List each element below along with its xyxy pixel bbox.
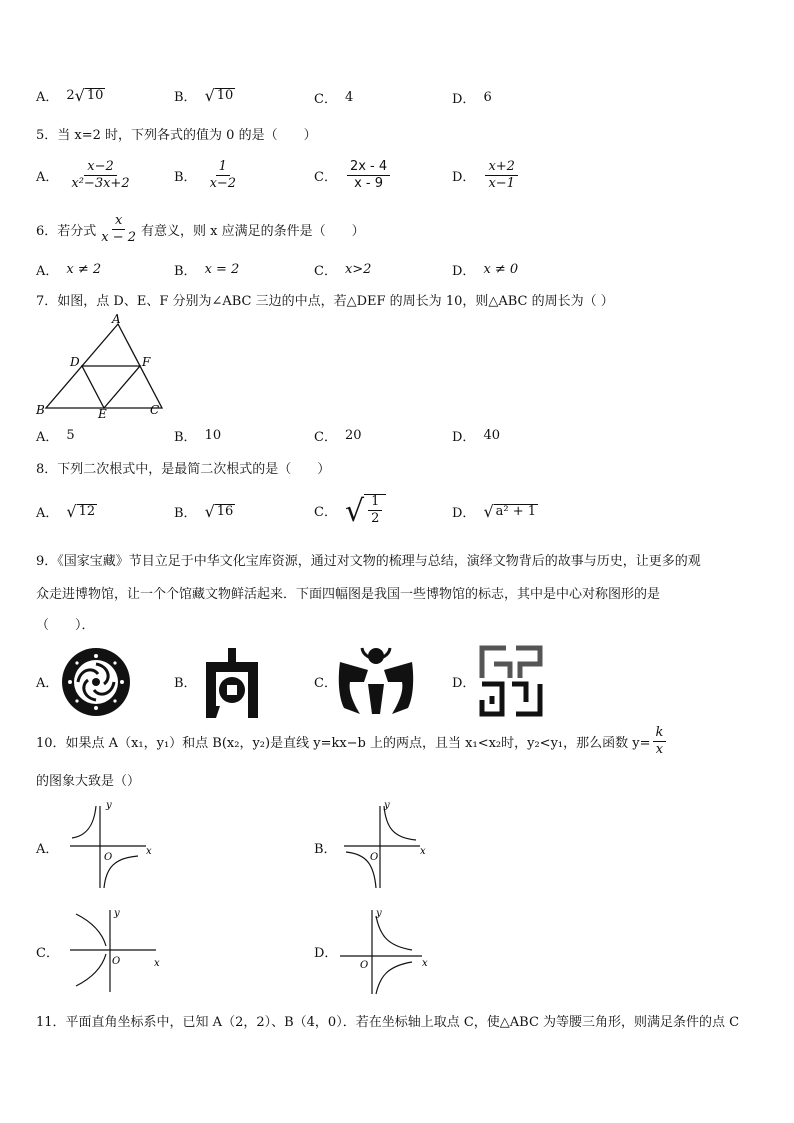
- sqrt-expression: √ $\frac{1}{2}$: [345, 494, 386, 527]
- sqrt-expression: √ 10: [204, 85, 234, 105]
- option-label: C．: [314, 92, 337, 107]
- q11-stem: 11．平面直角坐标系中，已知 A（2，2）、B（4，0）．若在坐标轴上取点 C，使△ABC 为等腰三角形，则满足条件的点 C: [36, 1015, 740, 1030]
- stem-prefix: 10．如果点 A（x₁，y₁）和点 B(x₂，y₂)是直线 y=kx−b 上的两点，且当 x₁<x₂时，y₂<y₁，那么函数 y=: [36, 736, 651, 752]
- q8-stem: 8．下列二次根式中，是最简二次根式的是（ ）: [36, 462, 331, 477]
- graph-d: [336, 902, 436, 996]
- denominator: x²−3x+2: [71, 176, 130, 192]
- option-label: B．: [174, 170, 197, 186]
- option-label: A．: [36, 264, 59, 279]
- option-label: C．: [314, 170, 337, 186]
- origin-label: O: [360, 960, 369, 971]
- denominator: x − 2: [101, 230, 137, 246]
- q10-option-c-label: C．: [36, 946, 59, 961]
- museum-logo-b: [200, 646, 264, 718]
- label-c: C: [150, 403, 160, 417]
- coefficient: 2: [66, 88, 75, 103]
- x-axis-label: x: [422, 958, 428, 969]
- numerator: 2x - 4: [347, 160, 390, 176]
- y-axis-label: y: [106, 800, 112, 811]
- q9-line-2: 众走进博物馆，让一个个馆藏文物鲜活起来．下面四幅图是我国一些博物馆的标志，其中是中心对称图形的是: [36, 587, 661, 602]
- radicand: a² + 1: [495, 503, 537, 519]
- q6-option-a: [36, 260, 101, 279]
- option-label: B．: [174, 264, 197, 279]
- option-label: B．: [174, 430, 197, 445]
- label-f: F: [142, 355, 151, 369]
- sqrt-expression: √ 16: [204, 501, 234, 521]
- denominator: x: [655, 742, 664, 758]
- y-axis-label: y: [384, 800, 390, 811]
- graph-c: [66, 902, 166, 996]
- option-value: x>2: [344, 262, 372, 277]
- denominator: x−2: [209, 176, 237, 192]
- q8-option-b: [174, 502, 235, 521]
- q4-option-a: [36, 86, 105, 105]
- fraction: [347, 160, 390, 192]
- option-label: C．: [314, 430, 337, 445]
- origin-label: O: [370, 852, 379, 863]
- denominator: x - 9: [354, 176, 384, 192]
- triangle-def: [82, 366, 140, 408]
- q7-option-a: [36, 426, 75, 445]
- option-label: A．: [36, 430, 59, 445]
- stem-prefix: 6．若分式: [36, 224, 97, 240]
- option-label: C．: [314, 264, 337, 279]
- numerator: k: [653, 726, 667, 742]
- q4-option-d: [452, 88, 492, 107]
- option-value: 20: [344, 428, 362, 443]
- q10-option-d-label: D．: [314, 946, 338, 961]
- q8-option-c: [314, 494, 386, 527]
- hyperbola-branch-lower-left: [76, 954, 106, 986]
- option-value: 4: [344, 90, 354, 105]
- option-label: C．: [314, 504, 337, 520]
- radicand: 10: [216, 87, 234, 103]
- hyperbola-branch-upper-right: [376, 916, 412, 950]
- option-label: D．: [452, 170, 476, 186]
- origin-label: O: [112, 956, 121, 967]
- q6-stem: [36, 214, 365, 246]
- q5-option-b: [174, 160, 241, 192]
- y-axis-label: y: [114, 908, 120, 919]
- q8-option-d: [452, 502, 538, 521]
- q9-line-3: （ ）．: [36, 618, 95, 633]
- q7-option-d: [452, 426, 500, 445]
- option-label: A．: [36, 90, 59, 105]
- radicand: 10: [86, 87, 104, 103]
- q9-option-a-label: A．: [36, 676, 59, 691]
- radicand: 12: [78, 503, 96, 519]
- q5-option-a: [36, 160, 135, 192]
- option-label: D．: [452, 264, 476, 279]
- option-label: D．: [452, 506, 476, 521]
- numerator: x: [112, 214, 125, 230]
- q10-stem-line-2: 的图象大致是（）: [36, 774, 141, 789]
- q5-option-c: [314, 160, 392, 192]
- q5-stem: 5．当 x=2 时，下列各式的值为 0 的是（ ）: [36, 128, 317, 143]
- option-value: x ≠ 0: [483, 262, 519, 277]
- hyperbola-branch-upper-left: [76, 914, 106, 946]
- q9-option-d-label: D．: [452, 676, 476, 691]
- label-b: B: [36, 403, 45, 417]
- q10-option-b-label: B．: [314, 842, 337, 857]
- museum-logo-a: [60, 646, 132, 718]
- y-axis-label: y: [376, 908, 382, 919]
- numerator: x−2: [84, 160, 117, 176]
- q8-option-a: [36, 502, 97, 521]
- graph-a: [66, 798, 166, 892]
- option-label: D．: [452, 92, 476, 107]
- q6-option-d: [452, 260, 518, 279]
- fraction: [207, 160, 240, 192]
- fraction: [68, 160, 132, 192]
- q10-stem: [36, 726, 668, 758]
- denominator: 2: [371, 511, 380, 527]
- x-axis-label: x: [154, 958, 160, 969]
- x-axis-label: x: [420, 846, 426, 857]
- fraction: [653, 726, 667, 758]
- fraction: [368, 495, 382, 527]
- q4-option-b: [174, 86, 235, 105]
- q7-option-c: [314, 426, 362, 445]
- q9-option-b-label: B．: [174, 676, 197, 691]
- x-axis-label: x: [146, 846, 152, 857]
- stem-suffix: 有意义，则 x 应满足的条件是（ ）: [141, 224, 365, 240]
- option-label: D．: [452, 430, 476, 445]
- option-label: B．: [174, 506, 197, 521]
- option-value: x = 2: [204, 262, 240, 277]
- q5-option-d: [452, 160, 520, 192]
- q4-option-c: [314, 88, 353, 107]
- radicand: [364, 494, 386, 527]
- option-value: x ≠ 2: [66, 262, 102, 277]
- numerator: 1: [216, 160, 230, 176]
- graph-b: [340, 798, 440, 892]
- hyperbola-branch-lower-right: [376, 962, 412, 994]
- hyperbola-branch-upper-left: [72, 806, 96, 838]
- label-a: A: [112, 312, 121, 326]
- q7-option-b: [174, 426, 221, 445]
- sqrt-expression: √ 10: [74, 85, 104, 105]
- numerator: 1: [368, 495, 382, 511]
- q6-option-b: [174, 260, 239, 279]
- q7-stem: 7．如图，点 D、E、F 分别为∠ABC 三边的中点，若△DEF 的周长为 10，则△ABC 的周长为（ ）: [36, 294, 614, 309]
- numerator: x+2: [485, 160, 518, 176]
- option-label: A．: [36, 506, 59, 521]
- fraction: [485, 160, 518, 192]
- option-value: 6: [483, 90, 492, 105]
- museum-logo-c: [338, 644, 414, 716]
- sqrt-expression: √ a² + 1: [483, 501, 537, 521]
- origin-label: O: [104, 852, 113, 863]
- denominator: x−1: [488, 176, 515, 192]
- option-label: B．: [174, 90, 197, 105]
- sqrt-expression: √ 12: [66, 501, 96, 521]
- museum-logo-d: [476, 644, 546, 718]
- label-d: D: [70, 355, 80, 369]
- label-e: E: [98, 407, 107, 421]
- option-value: 40: [483, 428, 500, 443]
- fraction: [98, 214, 139, 246]
- hyperbola-branch-upper-right: [384, 806, 416, 840]
- radicand: 16: [216, 503, 234, 519]
- option-value: 5: [66, 428, 75, 443]
- option-value: 10: [204, 428, 222, 443]
- option-label: A．: [36, 170, 59, 186]
- triangle-figure: [34, 312, 174, 422]
- q9-line-1: 9．《国家宝藏》节目立足于中华文化宝库资源，通过对文物的梳理与总结，演绎文物背后的故事与历史，让更多的观: [36, 554, 701, 569]
- q6-option-c: [314, 260, 371, 279]
- q9-option-c-label: C．: [314, 676, 337, 691]
- q10-option-a-label: A．: [36, 842, 59, 857]
